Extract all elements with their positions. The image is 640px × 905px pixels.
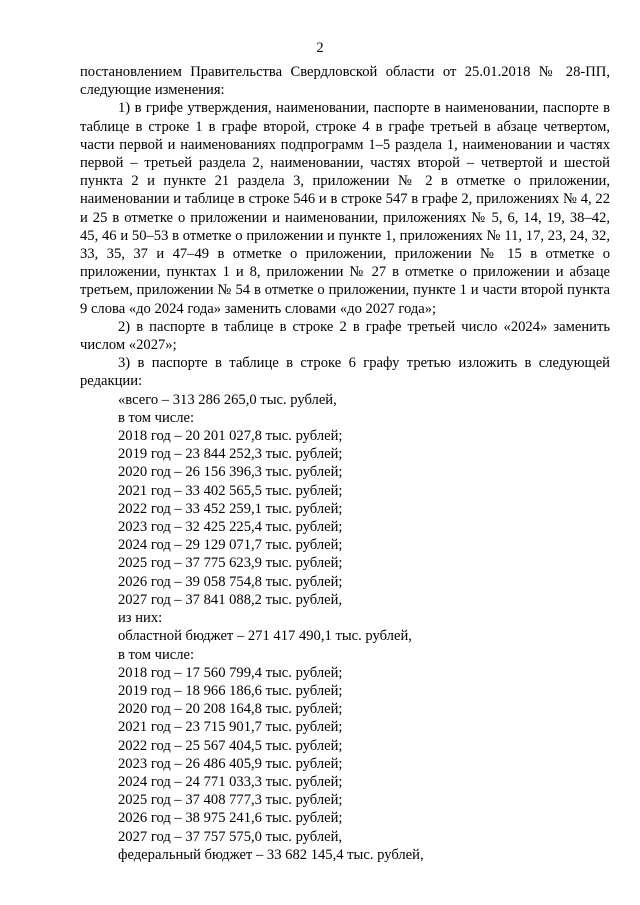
funding-line: 2027 год – 37 841 088,2 тыс. рублей,: [118, 591, 343, 608]
funding-line: 2020 год – 26 156 396,3 тыс. рублей;: [118, 464, 343, 481]
funding-line: в том числе:: [118, 409, 195, 426]
funding-line: 2018 год – 20 201 027,8 тыс. рублей;: [118, 428, 343, 445]
funding-line: 2024 год – 29 129 071,7 тыс. рублей;: [118, 537, 343, 554]
funding-line: 2026 год – 38 975 241,6 тыс. рублей;: [118, 810, 343, 827]
funding-line: областной бюджет – 271 417 490,1 тыс. рублей,: [118, 628, 412, 645]
funding-line: 2021 год – 33 402 565,5 тыс. рублей;: [118, 482, 343, 499]
intro-paragraph: постановлением Правительства Свердловской области от 25.01.2018 № 28-ПП, следующие изменения:: [80, 64, 610, 99]
funding-line: 2019 год – 18 966 186,6 тыс. рублей;: [118, 682, 343, 699]
funding-line: 2024 год – 24 771 033,3 тыс. рублей;: [118, 773, 343, 790]
funding-line: 2026 год – 39 058 754,8 тыс. рублей;: [118, 573, 343, 590]
funding-line: 2023 год – 26 486 405,9 тыс. рублей;: [118, 755, 343, 772]
funding-line: в том числе:: [118, 646, 195, 663]
funding-line: 2025 год – 37 775 623,9 тыс. рублей;: [118, 555, 343, 572]
funding-line: «всего – 313 286 265,0 тыс. рублей,: [118, 391, 337, 408]
funding-line: федеральный бюджет – 33 682 145,4 тыс. рублей,: [118, 846, 424, 863]
funding-line: 2019 год – 23 844 252,3 тыс. рублей;: [118, 446, 343, 463]
funding-line: 2021 год – 23 715 901,7 тыс. рублей;: [118, 719, 343, 736]
funding-line: 2027 год – 37 757 575,0 тыс. рублей,: [118, 828, 343, 845]
amendment-item-2: 2) в паспорте в таблице в строке 2 в графе третьей число «2024» заменить числом «2027»;: [80, 318, 610, 354]
funding-line: 2025 год – 37 408 777,3 тыс. рублей;: [118, 792, 343, 809]
funding-line: 2018 год – 17 560 799,4 тыс. рублей;: [118, 664, 343, 681]
funding-line: из них:: [118, 610, 163, 627]
funding-line: 2020 год – 20 208 164,8 тыс. рублей;: [118, 701, 343, 718]
amendment-item-3: 3) в паспорте в таблице в строке 6 графу третью изложить в следующей редакции:: [80, 355, 610, 390]
funding-list: [80, 391, 610, 864]
funding-line: 2022 год – 33 452 259,1 тыс. рублей;: [118, 500, 343, 517]
funding-line: 2023 год – 32 425 225,4 тыс. рублей;: [118, 519, 343, 536]
document-body: [80, 63, 610, 864]
page-number: 2: [316, 40, 324, 56]
funding-line: 2022 год – 25 567 404,5 тыс. рублей;: [118, 737, 343, 754]
amendment-item-1: 1) в грифе утверждения, наименовании, паспорте в наименовании, паспорте в таблице в строке 1 в графе второй, строке 4 в графе третьей в абзаце четвертом, части первой и наименованиях подпрограмм 1–5 раздела 1, наименовании и частях первой – третьей раздела 2, наименовании, частях второй – четвертой и шестой пункта 2 и пункте 21 раздела 3, приложении № 2 в отметке о приложении, наименовании и таблице в строке 546 и в строке 547 в графе 2, приложениях № 4, 22 и 25 в отметке о приложении и наименовании, приложениях № 5, 6, 14, 19, 38–42, 45, 46 и 50–53 в отметке о приложении и пункте 1, приложениях № 11, 17, 23, 24, 32, 33, 35, 37 и 47–49 в отметке о приложении, приложении № 15 в отметке о приложении, пунктах 1 и 8, приложении № 27 в отметке о приложении и абзаце третьем, приложении № 54 в отметке о приложении, пункте 1 и части второй пункта 9 слова «до 2024 года» заменить словами «до 2027 года»;: [80, 100, 610, 317]
